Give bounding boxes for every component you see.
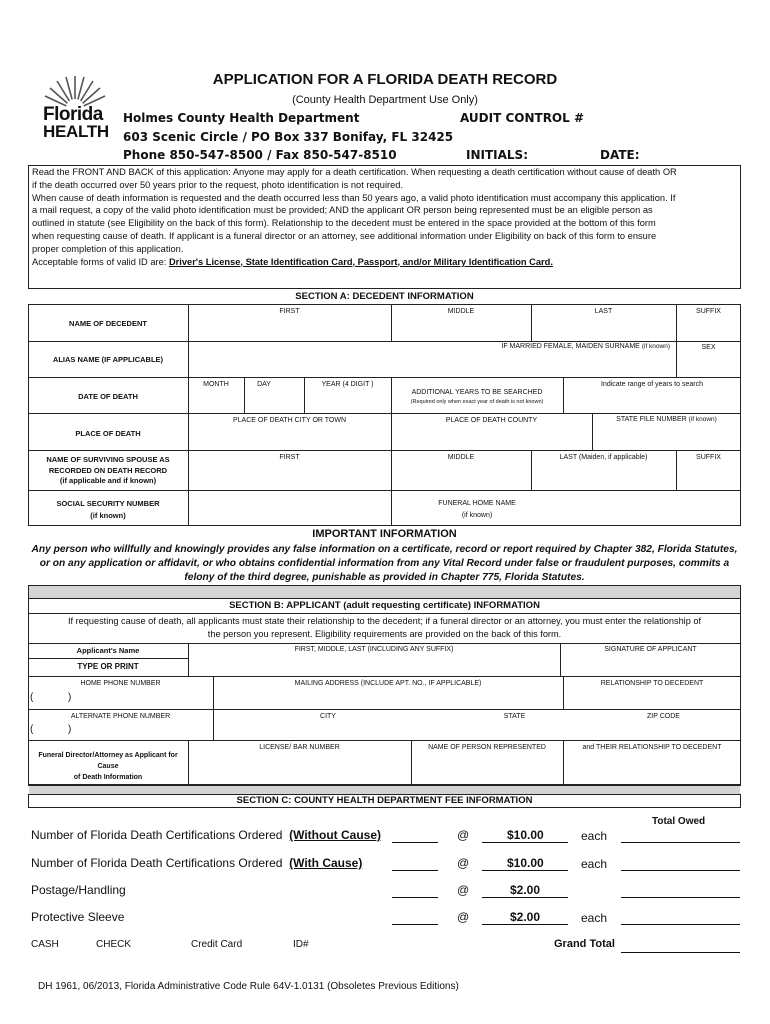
qty-without-cause-input[interactable]: [392, 842, 438, 843]
valid-id-prefix: Acceptable forms of valid ID are:: [32, 256, 169, 267]
id-number-label[interactable]: ID#: [293, 939, 309, 950]
important-line: felony of the third degree, punishable as provided in Chapter 775, Florida Statutes.: [184, 572, 585, 583]
instruction-line: Read the FRONT AND BACK of this application: Anyone may apply for a death certification. When requesting a death certification without cause of death OR: [32, 167, 677, 177]
funeral-director-line: Funeral Director/Attorney as Applicant for Cause: [38, 752, 178, 770]
paren-open: (: [30, 692, 34, 703]
instruction-line: proper completion of this application.: [32, 243, 184, 254]
important-line: Any person who willfully and knowingly provides any false information on a certificate, record or report required by Chapter 382, Florida Statutes,: [31, 544, 738, 555]
section-b-note: [28, 615, 741, 640]
additional-years-label[interactable]: ADDITIONAL YEARS TO BE SEARCHED: [411, 389, 543, 396]
their-relationship-field[interactable]: and THEIR RELATIONSHIP TO DECEDENT: [582, 744, 722, 751]
fee-label: Protective Sleeve: [31, 910, 125, 924]
fee-at: @: [457, 828, 470, 842]
instruction-line: When cause of death information is requested and the death occurred less than 50 years ago, a valid photo identification must accompany this application. If: [32, 192, 676, 203]
city-field[interactable]: CITY: [320, 713, 336, 720]
day-field[interactable]: DAY: [257, 381, 271, 388]
initials-label: INITIALS:: [466, 148, 528, 162]
paren-close: ): [68, 692, 72, 703]
qty-with-cause-input[interactable]: [392, 870, 438, 871]
important-line: or on any application or affidavit, or who obtains confidential information from any Vital Record under false or fraudulent purposes, commits a: [39, 558, 730, 569]
date-of-death-label: DATE OF DEATH: [78, 392, 138, 401]
spouse-label-line: RECORDED ON DEATH RECORD: [48, 465, 168, 475]
instruction-line: outlined in statute (see Eligibility on the back of this form). Relationship to the decedent must be entered in the space provided at the bottom of this form: [32, 218, 656, 229]
fee-row-postage: [31, 883, 126, 897]
fee-label-emphasis: (Without Cause): [289, 828, 381, 842]
ssn-label-line: SOCIAL SECURITY NUMBER: [56, 499, 160, 508]
cash-option[interactable]: CASH: [31, 939, 59, 950]
qty-sleeve-input[interactable]: [392, 924, 438, 925]
place-of-death-county-field[interactable]: PLACE OF DEATH COUNTY: [445, 417, 538, 424]
applicant-name-label: Applicant's Name: [76, 646, 140, 655]
state-file-if-known: (if known): [688, 416, 717, 423]
sex-field[interactable]: SEX: [701, 344, 716, 351]
grand-total-input[interactable]: [621, 952, 740, 953]
paren-close: ): [68, 724, 72, 735]
fee-at: @: [457, 910, 470, 924]
total-with-cause-input[interactable]: [621, 870, 740, 871]
alias-name-label: ALIAS NAME (IF APPLICABLE): [52, 355, 164, 364]
relationship-field[interactable]: RELATIONSHIP TO DECEDENT: [600, 680, 704, 687]
funeral-home-label-line: FUNERAL HOME NAME: [438, 500, 516, 507]
page-title: APPLICATION FOR A FLORIDA DEATH RECORD: [212, 71, 558, 88]
last-name-field[interactable]: LAST: [594, 308, 613, 315]
total-owed-label: Total Owed: [652, 816, 706, 827]
paren-open: (: [30, 724, 34, 735]
section-b-title: SECTION B: APPLICANT (adult requesting certificate) INFORMATION: [229, 600, 540, 611]
middle-name-field[interactable]: MIDDLE: [447, 308, 475, 315]
fee-row-without-cause: [31, 828, 381, 842]
important-title: IMPORTANT INFORMATION: [312, 528, 457, 540]
suffix-field[interactable]: SUFFIX: [696, 308, 721, 315]
funeral-home-label[interactable]: [391, 498, 563, 522]
qty-postage-input[interactable]: [392, 897, 438, 898]
fee-label: Postage/Handling: [31, 883, 126, 897]
spouse-label-line: (if applicable and if known): [59, 476, 157, 485]
total-sleeve-input[interactable]: [621, 924, 740, 925]
date-label: DATE:: [600, 148, 640, 162]
name-of-decedent-label: NAME OF DECEDENT: [69, 319, 147, 328]
spouse-last-field[interactable]: LAST (Maiden, if applicable): [559, 454, 648, 461]
fee-price: $10.00: [507, 856, 544, 870]
fee-label: Number of Florida Death Certifications Ordered: [31, 828, 290, 842]
license-bar-field[interactable]: LICENSE/ BAR NUMBER: [259, 744, 340, 751]
ssn-if-known: (if known): [90, 511, 126, 520]
month-field[interactable]: MONTH: [203, 381, 229, 388]
home-phone-field[interactable]: [29, 690, 212, 708]
instruction-line: when requesting cause of death. If applicant is a funeral director or an attorney, see additional information under Eligibility on back of this form to ensure: [32, 230, 657, 241]
dept-address: 603 Scenic Circle / PO Box 337 Bonifay, FL 32425: [123, 130, 454, 144]
dept-phone: Phone 850-547-8500 / Fax 850-547-8510: [123, 148, 397, 162]
valid-id-line: [32, 256, 744, 269]
check-option[interactable]: CHECK: [96, 939, 132, 950]
applicant-name-field[interactable]: FIRST, MIDDLE, LAST (INCLUDING ANY SUFFIX): [294, 646, 454, 653]
additional-years-note: (Required only when exact year of death is not known): [410, 399, 544, 405]
ssn-label: [28, 498, 188, 522]
spouse-middle-field[interactable]: MIDDLE: [447, 454, 475, 461]
spouse-label-line: NAME OF SURVIVING SPOUSE AS: [46, 455, 170, 464]
section-b-note-line: the person you represent. Eligibility requirements are provided on the back of this form.: [207, 628, 562, 639]
state-file-number-field[interactable]: [592, 416, 741, 423]
florida-health-logo: [42, 74, 108, 140]
person-represented-field[interactable]: NAME OF PERSON REPRESENTED: [428, 744, 546, 751]
fee-row-with-cause: [31, 856, 362, 870]
total-without-cause-input[interactable]: [621, 842, 740, 843]
section-c-title: SECTION C: COUNTY HEALTH DEPARTMENT FEE INFORMATION: [236, 795, 533, 806]
state-field[interactable]: STATE: [503, 713, 526, 720]
logo-text-health: HEALTH: [43, 122, 109, 141]
fee-at: @: [457, 883, 470, 897]
fee-label: Number of Florida Death Certifications Ordered: [31, 856, 290, 870]
logo-text-florida: Florida: [43, 104, 103, 125]
audit-control-label: AUDIT CONTROL #: [460, 111, 585, 125]
maiden-surname-label: IF MARRIED FEMALE, MAIDEN SURNAME: [501, 343, 640, 350]
section-a-title: SECTION A: DECEDENT INFORMATION: [295, 291, 474, 302]
grand-total-label: Grand Total: [554, 938, 615, 950]
spouse-label: [28, 455, 188, 487]
alt-phone-label: ALTERNATE PHONE NUMBER: [70, 713, 171, 720]
zip-field[interactable]: ZIP CODE: [647, 713, 680, 720]
maiden-surname-field[interactable]: [400, 343, 670, 350]
signature-field[interactable]: SIGNATURE OF APPLICANT: [604, 646, 697, 653]
first-name-field[interactable]: FIRST: [279, 308, 300, 315]
state-file-number-label: STATE FILE NUMBER: [616, 416, 687, 423]
funeral-director-line: of Death Information: [73, 774, 143, 781]
dept-name: Holmes County Health Department: [123, 111, 360, 125]
spouse-suffix-field[interactable]: SUFFIX: [696, 454, 721, 461]
fee-price: $2.00: [510, 883, 541, 897]
range-years-note[interactable]: Indicate range of years to search: [601, 381, 703, 388]
ssn-field[interactable]: [189, 491, 390, 525]
important-text: [28, 543, 741, 585]
year-field[interactable]: YEAR (4 DIGIT ): [321, 381, 374, 388]
home-phone-label: HOME PHONE NUMBER: [80, 680, 161, 687]
section-b-note-line: If requesting cause of death, all applicants must state their relationship to the decedent; if a funeral director or an attorney, you must enter the relationship of: [67, 616, 702, 626]
place-of-death-label: PLACE OF DEATH: [75, 429, 141, 438]
funeral-home-if-known: (if known): [461, 512, 493, 519]
credit-card-option[interactable]: Credit Card: [191, 939, 243, 950]
place-of-death-city-field[interactable]: PLACE OF DEATH CITY OR TOWN: [232, 417, 347, 424]
form-footer: DH 1961, 06/2013, Florida Administrative Code Rule 64V-1.0131 (Obsoletes Previous Editions): [38, 981, 459, 992]
instruction-line: if the death occurred over 50 years prior to the request, photo identification is not required.: [32, 179, 404, 190]
alt-phone-field[interactable]: [29, 722, 212, 739]
type-or-print-label: TYPE OR PRINT: [77, 662, 139, 671]
fee-each: each: [581, 911, 608, 925]
funeral-director-label: [28, 750, 188, 783]
fee-row-sleeve: [31, 910, 124, 924]
fee-price: $2.00: [510, 910, 541, 924]
valid-id-list: Driver's License, State Identification Card, Passport, and/or Military Identification Card.: [168, 256, 553, 267]
spouse-first-field[interactable]: FIRST: [279, 454, 300, 461]
page-subtitle: (County Health Department Use Only): [292, 94, 478, 106]
mailing-address-field[interactable]: MAILING ADDRESS (INCLUDE APT. NO., IF APPLICABLE): [294, 680, 482, 687]
fee-each: each: [581, 857, 608, 871]
instruction-line: a mail request, a copy of the valid photo identification must be provided; AND the applicant OR person being represented must be an eligible person as: [32, 205, 653, 216]
total-postage-input[interactable]: [621, 897, 740, 898]
maiden-if-known: (if known): [641, 343, 670, 350]
instructions-text: [32, 166, 744, 268]
fee-label-emphasis: (With Cause): [289, 856, 363, 870]
fee-at: @: [457, 856, 470, 870]
fee-price: $10.00: [507, 828, 544, 842]
fee-each: each: [581, 829, 608, 843]
